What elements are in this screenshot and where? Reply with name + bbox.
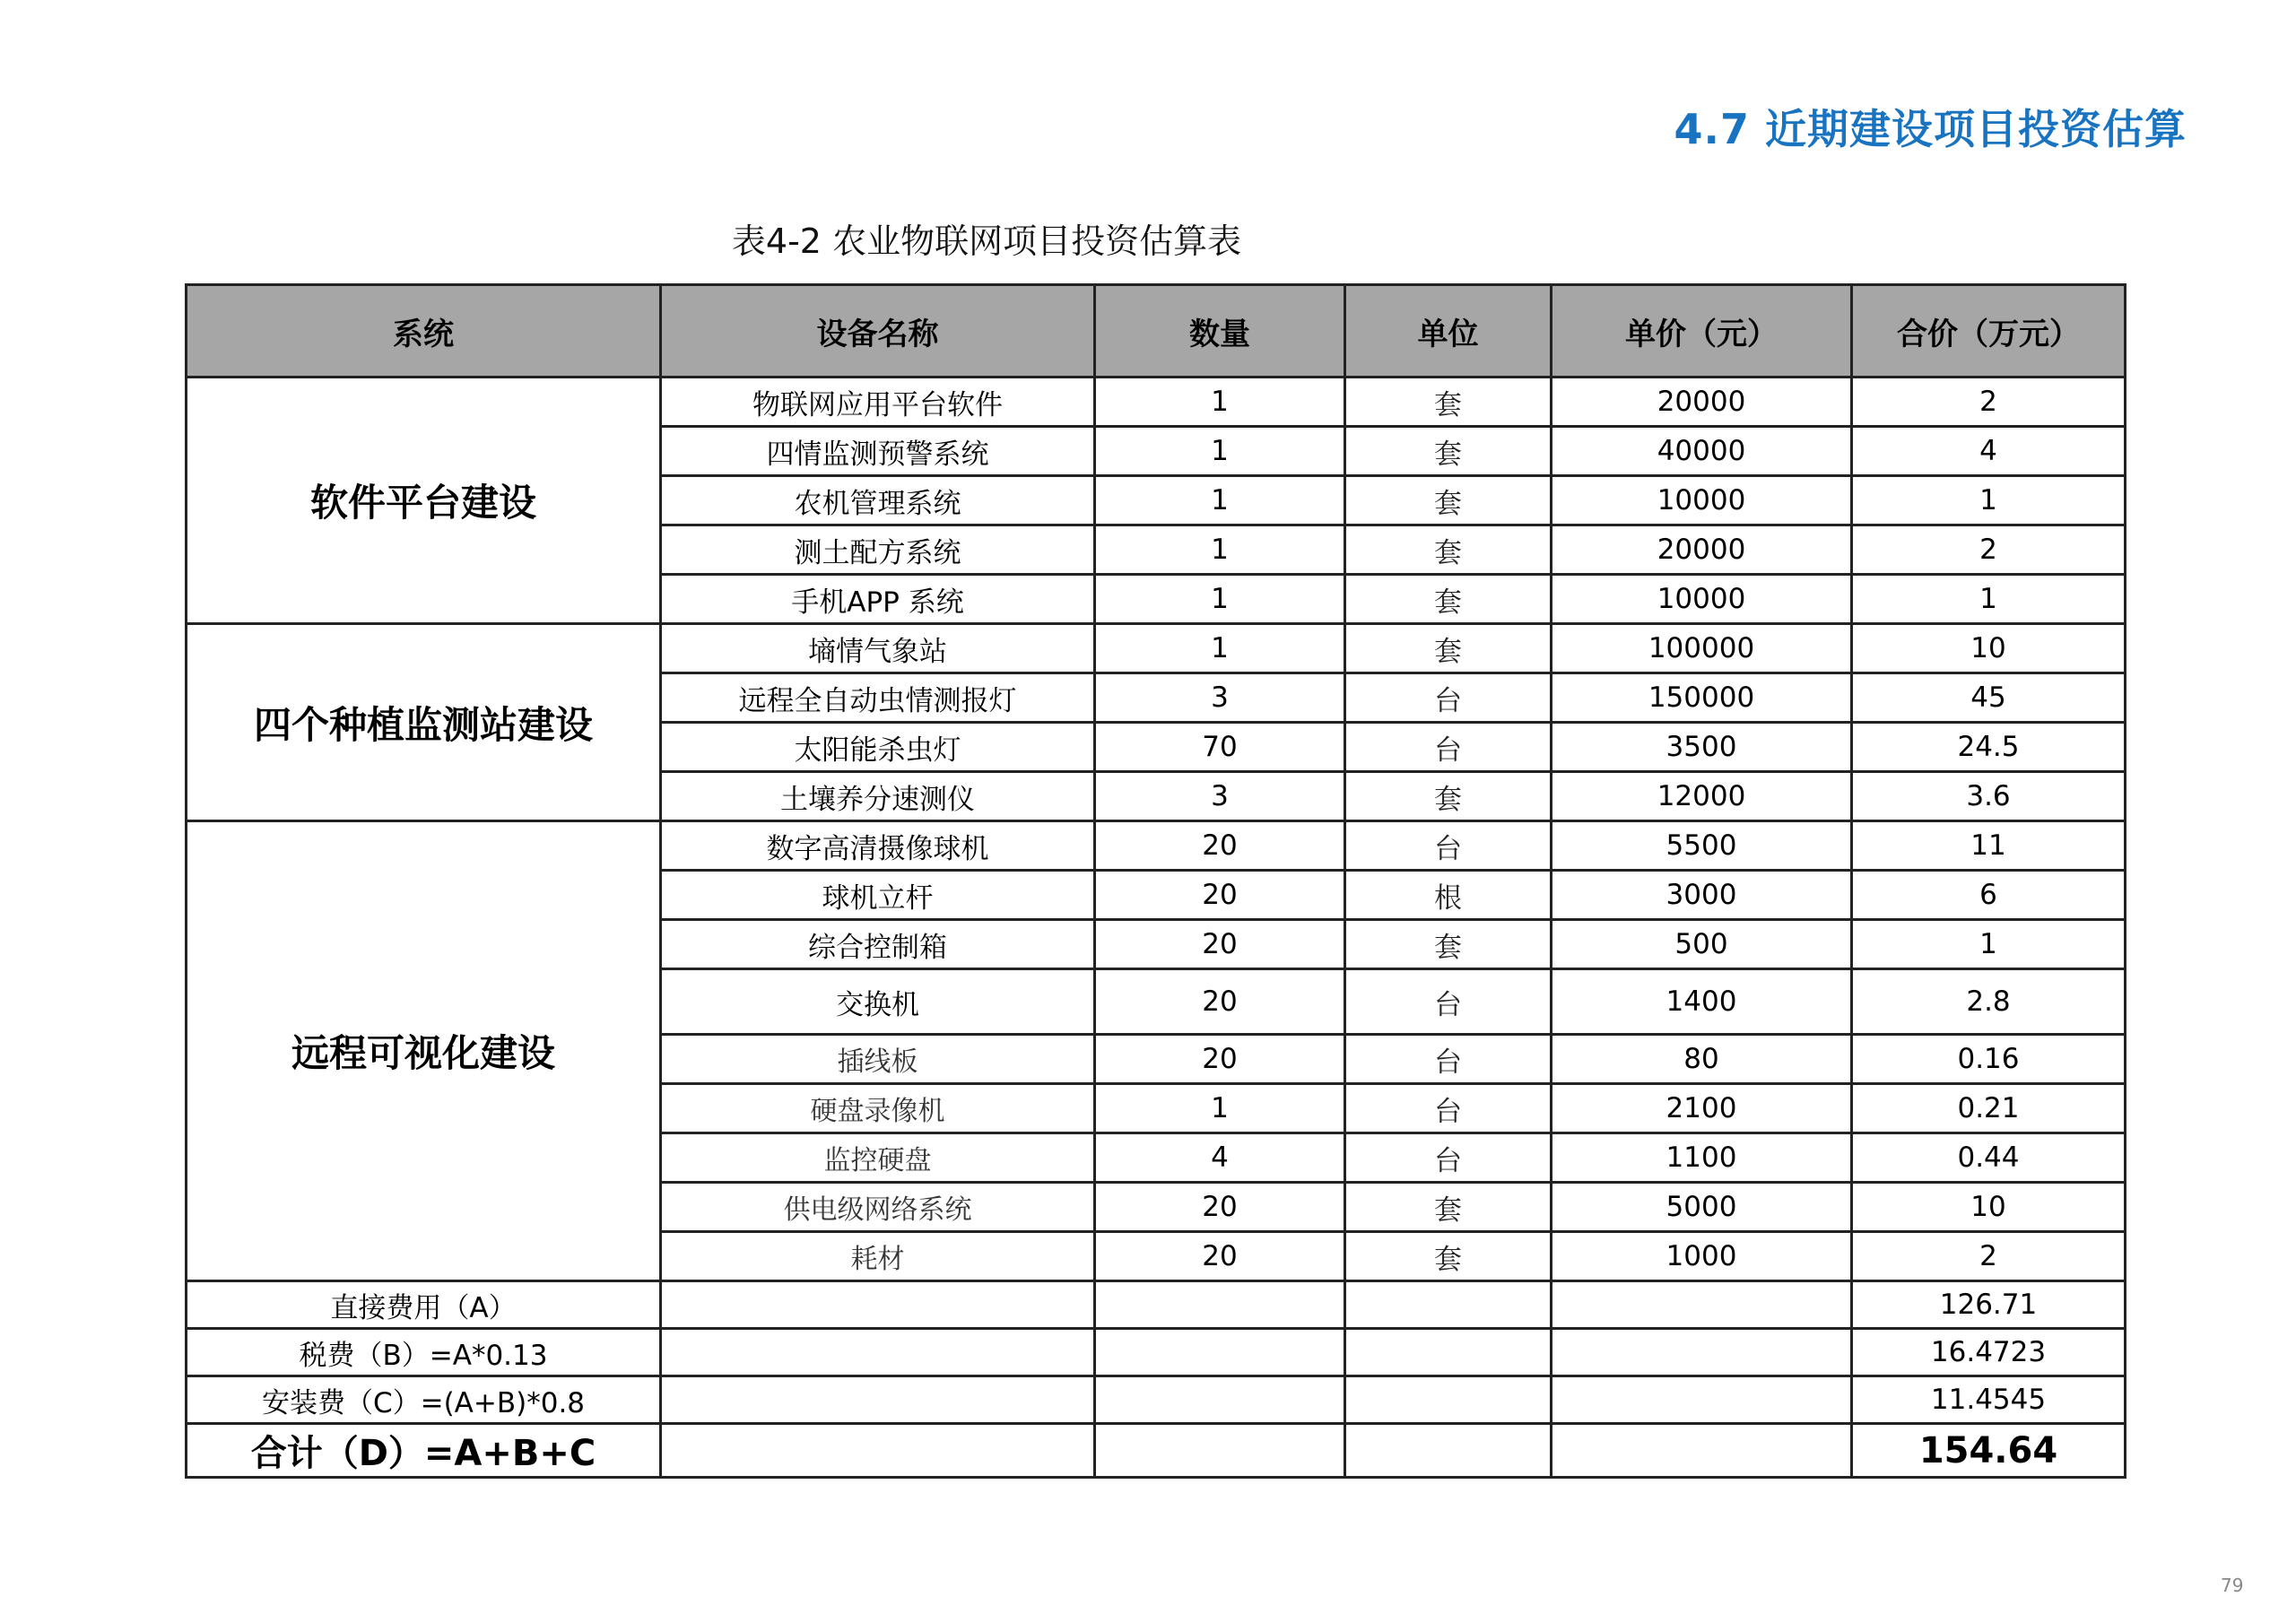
cell-name: 硬盘录像机 [661,1084,1095,1133]
empty-cell [661,1329,1095,1376]
cell-unit: 台 [1345,1133,1552,1183]
cell-total: 0.16 [1852,1035,2126,1084]
cell-price: 1100 [1552,1133,1852,1183]
cell-name: 土壤养分速测仪 [661,772,1095,821]
cell-unit: 台 [1345,673,1552,723]
summary-value: 126.71 [1852,1281,2126,1329]
summary-label: 安装费（C）=(A+B)*0.8 [187,1376,661,1424]
cell-unit: 套 [1345,920,1552,969]
cell-qty: 1 [1095,427,1345,476]
cell-qty: 20 [1095,969,1345,1035]
cell-qty: 1 [1095,575,1345,624]
cell-name: 物联网应用平台软件 [661,378,1095,427]
summary-label: 税费（B）=A*0.13 [187,1329,661,1376]
cell-total: 0.44 [1852,1133,2126,1183]
cell-total: 1 [1852,920,2126,969]
cell-unit: 台 [1345,969,1552,1035]
cell-qty: 1 [1095,476,1345,525]
empty-cell [1345,1376,1552,1424]
cell-price: 10000 [1552,476,1852,525]
cell-qty: 1 [1095,525,1345,575]
table-row [187,378,2126,427]
cell-price: 80 [1552,1035,1852,1084]
cell-total: 2.8 [1852,969,2126,1035]
cell-unit: 套 [1345,1183,1552,1232]
cell-unit: 套 [1345,476,1552,525]
col-header-system: 系统 [187,285,661,378]
empty-cell [1095,1329,1345,1376]
group-label-remote-visualization: 远程可视化建设 [187,821,661,1281]
cell-total: 2 [1852,525,2126,575]
cell-name: 耗材 [661,1232,1095,1281]
cell-unit: 根 [1345,871,1552,920]
cell-total: 45 [1852,673,2126,723]
table-caption [0,213,2296,263]
page-number: 79 [2221,1575,2244,1596]
empty-cell [1095,1281,1345,1329]
cell-qty: 20 [1095,871,1345,920]
cell-unit: 套 [1345,575,1552,624]
summary-row-direct-cost [187,1281,2126,1329]
cell-price: 2100 [1552,1084,1852,1133]
cell-name: 综合控制箱 [661,920,1095,969]
cell-unit: 套 [1345,624,1552,673]
summary-row-grand-total [187,1424,2126,1478]
summary-row-installation [187,1376,2126,1424]
cell-total: 1 [1852,476,2126,525]
col-header-quantity: 数量 [1095,285,1345,378]
cell-price: 150000 [1552,673,1852,723]
cell-name: 远程全自动虫情测报灯 [661,673,1095,723]
empty-cell [1552,1376,1852,1424]
cell-qty: 20 [1095,920,1345,969]
section-heading: 4.7 近期建设项目投资估算 [1674,105,2187,153]
cell-unit: 台 [1345,723,1552,772]
cell-qty: 1 [1095,1084,1345,1133]
empty-cell [1345,1424,1552,1478]
cell-name: 农机管理系统 [661,476,1095,525]
cell-price: 3000 [1552,871,1852,920]
cell-price: 40000 [1552,427,1852,476]
cell-qty: 3 [1095,673,1345,723]
summary-label: 合计（D）=A+B+C [187,1424,661,1478]
cell-total: 4 [1852,427,2126,476]
cell-name: 手机APP 系统 [661,575,1095,624]
empty-cell [661,1376,1095,1424]
cell-price: 500 [1552,920,1852,969]
cell-price: 10000 [1552,575,1852,624]
cell-name: 四情监测预警系统 [661,427,1095,476]
cell-qty: 4 [1095,1133,1345,1183]
cell-qty: 20 [1095,1035,1345,1084]
cell-name: 太阳能杀虫灯 [661,723,1095,772]
cell-qty: 3 [1095,772,1345,821]
cell-name: 测土配方系统 [661,525,1095,575]
investment-table [185,283,2126,1479]
cell-price: 1400 [1552,969,1852,1035]
cell-name: 插线板 [661,1035,1095,1084]
summary-value: 16.4723 [1852,1329,2126,1376]
cell-name: 球机立杆 [661,871,1095,920]
cell-qty: 1 [1095,624,1345,673]
col-header-unit-price: 单价（元） [1552,285,1852,378]
empty-cell [1095,1376,1345,1424]
cell-total: 0.21 [1852,1084,2126,1133]
cell-unit: 台 [1345,1035,1552,1084]
cell-unit: 套 [1345,1232,1552,1281]
cell-qty: 20 [1095,1183,1345,1232]
empty-cell [1095,1424,1345,1478]
empty-cell [661,1424,1095,1478]
table-caption-text: 表4-2 农业物联网项目投资估算表 [731,221,1242,261]
cell-unit: 台 [1345,821,1552,871]
cell-total: 10 [1852,1183,2126,1232]
col-header-total-price: 合价（万元） [1852,285,2126,378]
empty-cell [1552,1329,1852,1376]
cell-unit: 套 [1345,427,1552,476]
table-header-row [187,285,2126,378]
cell-price: 1000 [1552,1232,1852,1281]
cell-unit: 套 [1345,772,1552,821]
cell-total: 24.5 [1852,723,2126,772]
cell-price: 100000 [1552,624,1852,673]
cell-name: 监控硬盘 [661,1133,1095,1183]
summary-value: 154.64 [1852,1424,2126,1478]
empty-cell [1345,1281,1552,1329]
table-row [187,624,2126,673]
empty-cell [1552,1424,1852,1478]
cell-name: 交换机 [661,969,1095,1035]
cell-price: 5500 [1552,821,1852,871]
col-header-equipment: 设备名称 [661,285,1095,378]
cell-total: 2 [1852,378,2126,427]
cell-qty: 20 [1095,1232,1345,1281]
cell-total: 6 [1852,871,2126,920]
summary-value: 11.4545 [1852,1376,2126,1424]
col-header-unit: 单位 [1345,285,1552,378]
cell-total: 10 [1852,624,2126,673]
empty-cell [1552,1281,1852,1329]
cell-unit: 套 [1345,525,1552,575]
cell-price: 5000 [1552,1183,1852,1232]
cell-total: 1 [1852,575,2126,624]
cell-total: 11 [1852,821,2126,871]
table-row [187,821,2126,871]
group-label-monitoring-stations: 四个种植监测站建设 [187,624,661,821]
empty-cell [661,1281,1095,1329]
cell-price: 12000 [1552,772,1852,821]
cell-qty: 1 [1095,378,1345,427]
cell-qty: 70 [1095,723,1345,772]
summary-row-tax [187,1329,2126,1376]
cell-unit: 台 [1345,1084,1552,1133]
cell-price: 20000 [1552,378,1852,427]
cell-name: 墒情气象站 [661,624,1095,673]
cell-name: 数字高清摄像球机 [661,821,1095,871]
cell-price: 20000 [1552,525,1852,575]
cell-name: 供电级网络系统 [661,1183,1095,1232]
cell-total: 2 [1852,1232,2126,1281]
cell-unit: 套 [1345,378,1552,427]
cell-total: 3.6 [1852,772,2126,821]
summary-label: 直接费用（A） [187,1281,661,1329]
empty-cell [1345,1329,1552,1376]
cell-price: 3500 [1552,723,1852,772]
cell-qty: 20 [1095,821,1345,871]
group-label-software: 软件平台建设 [187,378,661,624]
